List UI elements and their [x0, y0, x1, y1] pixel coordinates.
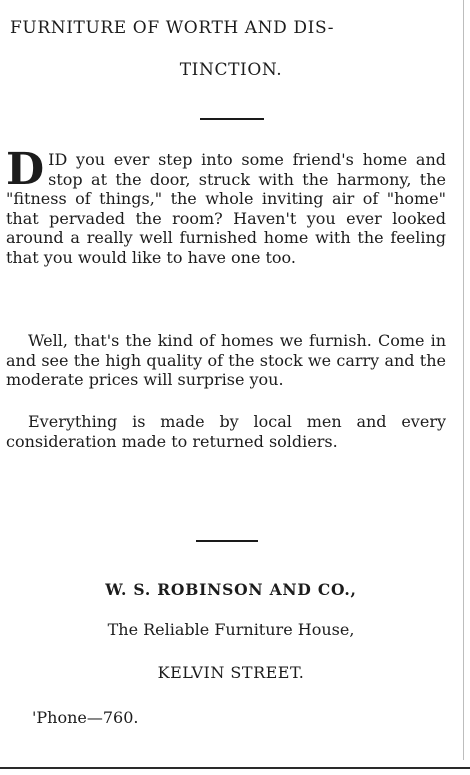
firm-phone: 'Phone—760.	[32, 708, 139, 727]
firm-tagline: The Reliable Furniture House,	[107, 620, 355, 639]
headline-divider	[200, 118, 264, 120]
paragraph-1-text: ID you ever step into some friend's home and stop at the door, struck with the harmony, the "fitness of things," the whole inviting air of "home" that pervaded the room? Haven't you ever looked around a really well furnished home with the feeling that you would like to have one too.	[6, 150, 446, 267]
column-rule	[463, 0, 464, 760]
paragraph-3: Everything is made by local men and every consideration made to returned soldiers.	[6, 412, 446, 451]
firm-name: W. S. ROBINSON AND CO.,	[105, 580, 357, 599]
paragraph-1	[6, 144, 446, 267]
headline-line-1: FURNITURE OF WORTH AND DIS-	[10, 18, 335, 38]
signature-divider	[196, 540, 258, 542]
firm-address: KELVIN STREET.	[157, 663, 305, 682]
drop-cap: D	[6, 144, 45, 195]
paragraph-2: Well, that's the kind of homes we furnish. Come in and see the high quality of the stock we carry and the moderate prices will surprise you.	[6, 331, 446, 389]
headline-line-2: TINCTION.	[179, 60, 283, 80]
bottom-border	[0, 767, 470, 769]
